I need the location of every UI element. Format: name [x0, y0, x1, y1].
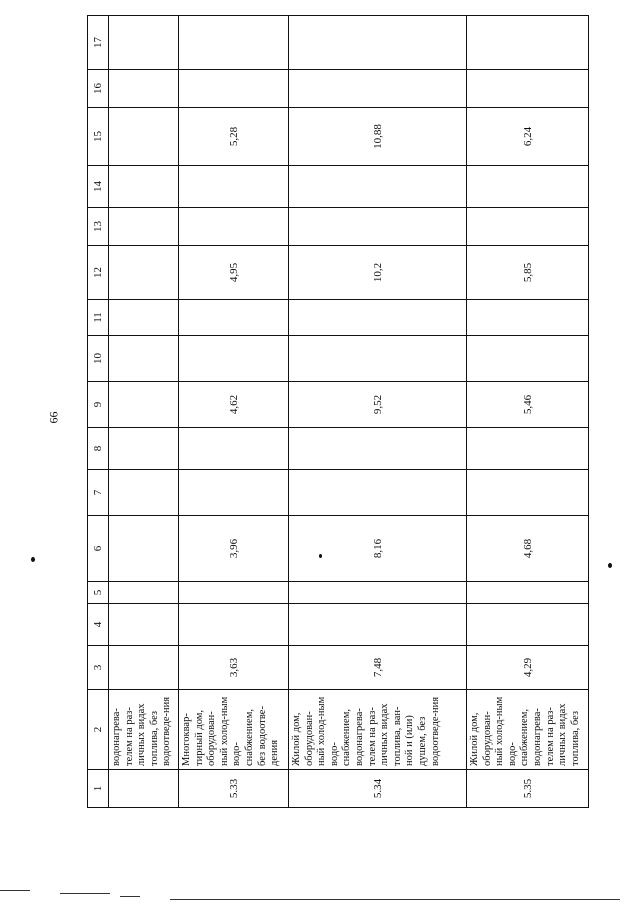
table-cell [467, 208, 589, 246]
table-row [179, 16, 289, 808]
table-cell: 4,68 [467, 516, 589, 582]
table-cell [109, 336, 179, 382]
table-cell [467, 336, 589, 382]
column-header-3: 3 [88, 646, 109, 690]
table-cell: 3,96 [179, 516, 289, 582]
row-description: водонагрева-телем на раз-личных видах топлива, без водоотведе-ния [109, 690, 179, 770]
table-cell [109, 428, 179, 470]
table-cell: 6,24 [467, 108, 589, 166]
table-cell [467, 604, 589, 646]
column-header-17: 17 [88, 16, 109, 70]
table-cell [467, 470, 589, 516]
row-code: 5.35 [467, 770, 589, 808]
table-cell [467, 166, 589, 208]
table-cell [467, 582, 589, 604]
table-cell [289, 166, 467, 208]
row-description: Многоквар-тирный дом, оборудован-ный холод-ным водо-снабжением, без водоотве-дения [179, 690, 289, 770]
table-cell [109, 604, 179, 646]
row-description: Жилой дом, оборудован-ный холод-ным водо-снабжением, водонагрева-телем на раз-личных видах топлива, ван-ной и (или) душем, без водоотведе-ния [289, 690, 467, 770]
table-cell [289, 470, 467, 516]
row-code [109, 770, 179, 808]
table-cell [289, 336, 467, 382]
table-cell [289, 16, 467, 70]
table-cell: 4,29 [467, 646, 589, 690]
table-cell [109, 246, 179, 300]
table-cell: 3,63 [179, 646, 289, 690]
table-cell [179, 70, 289, 108]
table-cell [289, 582, 467, 604]
rotated-table-container [87, 16, 587, 808]
row-code: 5.34 [289, 770, 467, 808]
table-cell [179, 428, 289, 470]
column-header-7: 7 [88, 470, 109, 516]
table-cell [289, 300, 467, 336]
table-cell [109, 382, 179, 428]
column-header-12: 12 [88, 246, 109, 300]
table-cell [179, 582, 289, 604]
column-header-6: 6 [88, 516, 109, 582]
table-cell [109, 166, 179, 208]
column-header-15: 15 [88, 108, 109, 166]
column-header-1: 1 [88, 770, 109, 808]
table-cell: 9,52 [289, 382, 467, 428]
table-cell [109, 300, 179, 336]
table-cell [179, 470, 289, 516]
column-header-4: 4 [88, 604, 109, 646]
table-cell [179, 208, 289, 246]
table-row [467, 16, 589, 808]
table-cell [109, 582, 179, 604]
table-cell [109, 108, 179, 166]
header-row [88, 16, 109, 808]
tariff-table [87, 15, 589, 808]
table-row [109, 16, 179, 808]
table-cell: 10,2 [289, 246, 467, 300]
page-number: 66 [46, 411, 61, 424]
table-cell [179, 300, 289, 336]
table-cell [109, 646, 179, 690]
column-header-14: 14 [88, 166, 109, 208]
table-cell [109, 470, 179, 516]
table-row [289, 16, 467, 808]
punch-hole-dot [31, 557, 35, 562]
column-header-11: 11 [88, 300, 109, 336]
column-header-16: 16 [88, 70, 109, 108]
table-cell [179, 604, 289, 646]
table-cell: 5,28 [179, 108, 289, 166]
table-cell [109, 516, 179, 582]
punch-hole-dot [608, 563, 612, 568]
table-cell [289, 604, 467, 646]
column-header-13: 13 [88, 208, 109, 246]
table-cell [467, 428, 589, 470]
table-cell [289, 70, 467, 108]
table-cell [109, 16, 179, 70]
table-cell [109, 208, 179, 246]
table-cell [467, 16, 589, 70]
table-cell: 4,95 [179, 246, 289, 300]
table-cell [467, 300, 589, 336]
table-cell [179, 336, 289, 382]
table-cell: 7,48 [289, 646, 467, 690]
footer-rule [170, 899, 620, 900]
table-cell: 8,16 [289, 516, 467, 582]
table-cell [109, 70, 179, 108]
table-cell [289, 428, 467, 470]
column-header-2: 2 [88, 690, 109, 770]
footer-rule [120, 896, 140, 897]
table-cell [179, 166, 289, 208]
row-description: Жилой дом, оборудован-ный холод-ным водо-снабжением, водонагрева-телем на раз-личных видах топлива, без [467, 690, 589, 770]
column-header-5: 5 [88, 582, 109, 604]
table-cell [467, 70, 589, 108]
table-cell: 10,88 [289, 108, 467, 166]
table-cell: 4,62 [179, 382, 289, 428]
footer-rule [0, 890, 30, 891]
table-cell: 5,85 [467, 246, 589, 300]
table-cell [289, 208, 467, 246]
table-cell [179, 16, 289, 70]
footer-rule [60, 893, 110, 894]
row-code: 5.33 [179, 770, 289, 808]
column-header-9: 9 [88, 382, 109, 428]
table-cell: 5,46 [467, 382, 589, 428]
column-header-10: 10 [88, 336, 109, 382]
column-header-8: 8 [88, 428, 109, 470]
